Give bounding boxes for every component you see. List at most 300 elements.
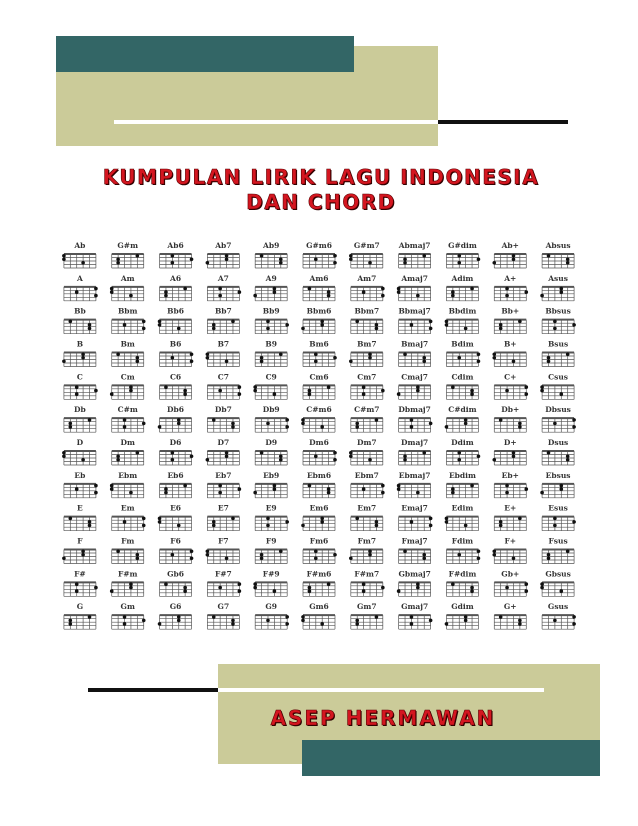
finger-dot [499, 615, 503, 619]
finger-dot [123, 622, 127, 626]
chord-name: C [76, 372, 83, 382]
chord-diagram [399, 340, 431, 367]
finger-dot [301, 327, 305, 331]
chord-diagram [492, 438, 526, 465]
finger-dot [110, 589, 114, 593]
chord-diagram [399, 602, 433, 629]
chord-diagram [445, 504, 479, 531]
author-name: ASEP HERMAWAN [270, 706, 496, 730]
finger-dot [410, 520, 414, 524]
chord-name: D [76, 438, 84, 447]
finger-dot [320, 323, 324, 327]
finger-dot [512, 254, 516, 258]
chord-name: Fm [121, 536, 135, 546]
finger-dot [301, 524, 305, 528]
finger-dot [512, 451, 516, 455]
chord-diagram [160, 537, 194, 564]
chord-name: Esus [548, 503, 568, 513]
finger-dot [349, 254, 353, 258]
finger-dot [206, 458, 210, 462]
finger-dot [457, 458, 461, 462]
chord-name: E+ [504, 503, 517, 513]
finger-dot [470, 392, 474, 396]
top-white-rule [114, 120, 438, 124]
chord-name: Bb+ [501, 306, 520, 316]
finger-dot [69, 425, 73, 429]
chord-diagram [158, 405, 192, 432]
finger-dot [368, 352, 372, 356]
chord-diagram [349, 241, 383, 268]
finger-dot [477, 549, 481, 553]
chord-name: Ebm7 [354, 470, 379, 480]
finger-dot [445, 323, 449, 327]
finger-dot [547, 553, 551, 557]
finger-dot [416, 586, 420, 590]
finger-dot [540, 586, 544, 590]
finger-dot [212, 418, 216, 422]
chord-name: G9 [265, 602, 277, 612]
chord-name: D7 [217, 438, 230, 447]
finger-dot [518, 517, 522, 521]
finger-dot [375, 524, 379, 528]
finger-dot [375, 323, 379, 327]
chord-name: Ebm [118, 470, 138, 480]
chord-name: Db [74, 405, 86, 415]
chord-diagram [446, 569, 478, 596]
chord-name: Bmaj7 [401, 339, 429, 349]
finger-dot [547, 254, 551, 258]
finger-dot [368, 553, 372, 557]
finger-dot [381, 586, 385, 590]
chord-name: F# [74, 569, 86, 579]
finger-dot [368, 458, 372, 462]
finger-dot [410, 622, 414, 626]
finger-dot [266, 619, 270, 623]
chord-diagram [542, 241, 574, 268]
finger-dot [553, 524, 557, 528]
chord-diagram [207, 504, 239, 531]
finger-dot [266, 517, 270, 521]
finger-dot [464, 418, 468, 422]
chord-name: Emaj7 [401, 503, 428, 513]
chord-diagram [207, 602, 239, 629]
chord-diagram [446, 340, 480, 367]
chord-name: Am7 [357, 273, 377, 283]
chord-diagram [112, 241, 144, 268]
chord-name: A [76, 273, 83, 283]
chord-diagram [494, 274, 528, 301]
finger-dot [183, 589, 187, 593]
chord-diagram [207, 569, 241, 596]
finger-dot [88, 327, 92, 331]
chord-diagram [494, 602, 526, 629]
finger-dot [553, 517, 557, 521]
finger-dot [231, 517, 235, 521]
finger-dot [190, 556, 194, 560]
finger-dot [547, 356, 551, 360]
chord-diagram [255, 340, 287, 367]
finger-dot [327, 294, 331, 298]
chord-name: F9 [265, 536, 277, 546]
finger-dot [273, 287, 277, 291]
chord-diagram [62, 241, 96, 268]
chord-diagram [446, 241, 480, 268]
finger-dot [116, 549, 120, 553]
finger-dot [253, 389, 257, 393]
finger-dot [225, 254, 229, 258]
finger-dot [333, 261, 337, 265]
chord-diagram [494, 471, 528, 498]
chord-diagram [64, 602, 96, 629]
finger-dot [260, 254, 264, 258]
finger-dot [158, 425, 162, 429]
finger-dot [410, 323, 414, 327]
finger-dot [218, 389, 222, 393]
chord-diagram [398, 405, 432, 432]
chord-name: Dbsus [545, 405, 571, 415]
finger-dot [355, 422, 359, 426]
finger-dot [512, 257, 516, 261]
chord-name: Cm [120, 372, 135, 382]
finger-dot [301, 615, 305, 619]
chord-name: Ab+ [501, 241, 519, 250]
finger-dot [547, 556, 551, 560]
chord-diagram [494, 307, 526, 334]
chord-diagram [255, 438, 287, 465]
finger-dot [451, 385, 455, 389]
finger-dot [362, 487, 366, 491]
finger-dot [142, 619, 146, 623]
finger-dot [183, 392, 187, 396]
finger-dot [158, 520, 162, 524]
finger-dot [355, 619, 359, 623]
finger-dot [566, 454, 570, 458]
chord-diagram [64, 405, 96, 432]
chord-diagram [207, 274, 241, 301]
finger-dot [547, 451, 551, 455]
chord-diagram [351, 504, 383, 531]
chord-diagram [255, 602, 289, 629]
finger-dot [553, 619, 557, 623]
finger-dot [69, 622, 73, 626]
chord-diagram [540, 569, 574, 596]
finger-dot [177, 524, 181, 528]
chord-diagram [255, 307, 289, 334]
finger-dot [301, 418, 305, 422]
finger-dot [349, 257, 353, 261]
chord-diagram [160, 372, 192, 399]
chord-diagram [160, 241, 194, 268]
finger-dot [164, 294, 168, 298]
chord-name: C7 [217, 372, 229, 382]
finger-dot [212, 520, 216, 524]
chord-name: Am6 [309, 273, 329, 283]
finger-dot [94, 294, 98, 298]
chord-name: F#7 [214, 569, 232, 579]
finger-dot [470, 389, 474, 393]
chord-name: Eb+ [501, 470, 519, 480]
finger-dot [572, 622, 576, 626]
finger-dot [464, 422, 468, 426]
finger-dot [410, 418, 414, 422]
chord-name: G#m6 [306, 241, 332, 250]
finger-dot [260, 451, 264, 455]
chord-diagram [397, 569, 431, 596]
finger-dot [110, 287, 114, 291]
finger-dot [416, 294, 420, 298]
finger-dot [206, 553, 210, 557]
chord-name: Ab7 [215, 241, 232, 250]
chord-name: D9 [265, 438, 278, 447]
finger-dot [410, 615, 414, 619]
chord-diagram [160, 274, 192, 301]
finger-dot [212, 327, 216, 331]
chord-diagram [112, 602, 146, 629]
finger-dot [553, 327, 557, 331]
chord-diagram [542, 340, 574, 367]
chord-diagram [494, 504, 526, 531]
finger-dot [492, 549, 496, 553]
finger-dot [164, 487, 168, 491]
chord-diagram [542, 307, 576, 334]
finger-dot [559, 287, 563, 291]
finger-dot [429, 422, 433, 426]
finger-dot [218, 586, 222, 590]
chord-diagram [110, 569, 144, 596]
finger-dot [225, 556, 229, 560]
finger-dot [314, 556, 318, 560]
chord-name: B9 [265, 339, 277, 349]
finger-dot [362, 589, 366, 593]
chord-diagram [303, 340, 337, 367]
chord-diagram [540, 274, 574, 301]
finger-dot [171, 356, 175, 360]
finger-dot [416, 491, 420, 495]
finger-dot [553, 320, 557, 324]
finger-dot [381, 389, 385, 393]
finger-dot [368, 356, 372, 360]
finger-dot [308, 389, 312, 393]
finger-dot [403, 257, 407, 261]
finger-dot [327, 487, 331, 491]
chord-name: F+ [504, 536, 517, 546]
finger-dot [212, 615, 216, 619]
chord-diagram [206, 537, 240, 564]
chord-diagram [445, 405, 479, 432]
finger-dot [285, 418, 289, 422]
chord-name: Ebdim [448, 470, 476, 480]
chord-name: Dm6 [309, 438, 329, 447]
finger-dot [142, 517, 146, 521]
finger-dot [375, 520, 379, 524]
finger-dot [333, 451, 337, 455]
finger-dot [116, 454, 120, 458]
finger-dot [260, 359, 264, 363]
finger-dot [559, 290, 563, 294]
finger-dot [110, 392, 114, 396]
chord-name: Bm [120, 339, 135, 349]
finger-dot [333, 553, 337, 557]
finger-dot [375, 418, 379, 422]
finger-dot [381, 491, 385, 495]
finger-dot [231, 320, 235, 324]
chord-diagram [64, 504, 96, 531]
finger-dot [403, 458, 407, 462]
finger-dot [123, 323, 127, 327]
chord-diagram [160, 471, 192, 498]
finger-dot [540, 294, 544, 298]
chord-name: F6 [170, 536, 181, 546]
finger-dot [88, 524, 92, 528]
chord-name: Dm [120, 438, 135, 447]
finger-dot [499, 520, 503, 524]
finger-dot [88, 615, 92, 619]
finger-dot [177, 418, 181, 422]
book-title [62, 165, 580, 215]
chord-diagram [446, 438, 480, 465]
chord-diagram [303, 372, 335, 399]
finger-dot [88, 520, 92, 524]
chord-name: Am [120, 273, 135, 283]
finger-dot [88, 418, 92, 422]
chord-diagram [206, 241, 240, 268]
finger-dot [81, 356, 85, 360]
finger-dot [279, 257, 283, 261]
finger-dot [499, 327, 503, 331]
finger-dot [524, 487, 528, 491]
chord-name: Bbdim [448, 306, 477, 316]
finger-dot [524, 589, 528, 593]
finger-dot [327, 491, 331, 495]
finger-dot [492, 356, 496, 360]
chord-name: Adim [451, 273, 474, 283]
finger-dot [457, 261, 461, 265]
finger-dot [422, 451, 426, 455]
chord-diagram [303, 471, 335, 498]
finger-dot [279, 454, 283, 458]
finger-dot [327, 582, 331, 586]
chord-name: F7 [218, 536, 229, 546]
chord-name: Db6 [167, 405, 185, 415]
finger-dot [238, 385, 242, 389]
chord-diagram [351, 569, 385, 596]
finger-dot [94, 484, 98, 488]
finger-dot [285, 615, 289, 619]
finger-dot [129, 582, 133, 586]
chord-diagram [303, 241, 337, 268]
chord-name: Csus [548, 372, 569, 382]
finger-dot [422, 356, 426, 360]
chord-diagram [301, 307, 335, 334]
finger-dot [355, 622, 359, 626]
chord-diagram [64, 274, 98, 301]
finger-dot [464, 327, 468, 331]
chord-name: Db7 [214, 405, 232, 415]
chord-name: Ddim [451, 438, 474, 447]
chord-name: C+ [504, 372, 517, 382]
finger-dot [512, 359, 516, 363]
finger-dot [499, 418, 503, 422]
chord-diagram [206, 438, 240, 465]
finger-dot [285, 622, 289, 626]
finger-dot [206, 549, 210, 553]
finger-dot [75, 589, 79, 593]
chord-diagram [158, 504, 192, 531]
finger-dot [171, 458, 175, 462]
chord-name: Gm7 [357, 602, 377, 612]
chord-name: Bdim [451, 339, 474, 349]
finger-dot [314, 257, 318, 261]
finger-dot [320, 517, 324, 521]
finger-dot [333, 254, 337, 258]
finger-dot [238, 589, 242, 593]
chord-diagram [399, 438, 431, 465]
chord-diagram [255, 504, 289, 531]
finger-dot [381, 484, 385, 488]
chord-name: Bb7 [214, 306, 232, 316]
finger-dot [164, 385, 168, 389]
chord-diagram [494, 372, 528, 399]
finger-dot [62, 254, 66, 258]
chord-name: Gb+ [501, 569, 520, 579]
finger-dot [505, 586, 509, 590]
finger-dot [75, 582, 79, 586]
finger-dot [397, 392, 401, 396]
finger-dot [566, 261, 570, 265]
finger-dot [416, 389, 420, 393]
finger-dot [375, 615, 379, 619]
chord-diagram [494, 569, 528, 596]
finger-dot [492, 352, 496, 356]
finger-dot [499, 524, 503, 528]
chord-name: Gdim [451, 602, 474, 612]
finger-dot [349, 454, 353, 458]
finger-dot [190, 359, 194, 363]
finger-dot [81, 458, 85, 462]
finger-dot [253, 586, 257, 590]
finger-dot [183, 287, 187, 291]
chord-diagram [492, 241, 526, 268]
chord-diagram [160, 438, 194, 465]
finger-dot [314, 454, 318, 458]
finger-dot [553, 422, 557, 426]
chord-name: C9 [265, 372, 277, 382]
finger-dot [231, 422, 235, 426]
finger-dot [260, 556, 264, 560]
chord-name: Absus [545, 241, 571, 250]
chord-diagram [351, 307, 383, 334]
chord-name: Bb [74, 306, 86, 316]
finger-dot [279, 458, 283, 462]
finger-dot [266, 422, 270, 426]
finger-dot [308, 484, 312, 488]
chord-name: Gmaj7 [401, 602, 429, 612]
chord-name: Bm7 [357, 339, 377, 349]
chord-diagram [207, 372, 241, 399]
finger-dot [279, 352, 283, 356]
chord-diagram [540, 471, 574, 498]
title-line-1: KUMPULAN LIRIK LAGU INDONESIA [102, 165, 540, 189]
finger-dot [470, 586, 474, 590]
finger-dot [518, 320, 522, 324]
finger-dot [285, 425, 289, 429]
finger-dot [349, 359, 353, 363]
finger-dot [94, 491, 98, 495]
finger-dot [69, 517, 73, 521]
finger-dot [253, 582, 257, 586]
chord-diagram [494, 405, 526, 432]
chord-name: Bbmaj7 [398, 306, 431, 316]
